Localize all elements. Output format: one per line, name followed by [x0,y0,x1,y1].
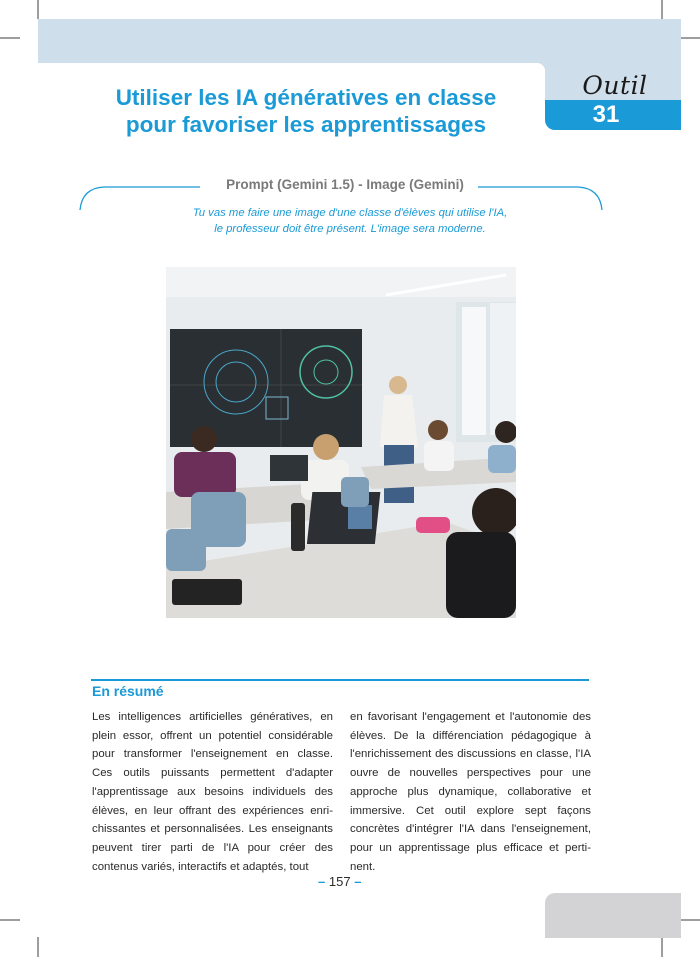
page-title-line-2: pour favoriser les apprentissages [125,112,487,137]
page-title [90,84,522,138]
page-number-dash: – [354,874,362,889]
crop-mark [681,919,700,921]
crop-mark [681,37,700,39]
prompt-heading: Prompt (Gemini 1.5) - Image (Gemini) [226,177,464,192]
page-number-value: 157 [328,874,351,889]
crop-mark [37,0,39,19]
footer-tab [545,893,681,938]
prompt-text [120,205,580,237]
summary-heading: En résumé [92,683,164,699]
classroom-image [166,267,516,618]
crop-mark [0,37,20,39]
page-number [318,874,361,889]
section-divider [91,679,589,681]
summary-column-left: Les intelligences artificielles génératives, en plein essor, offrent un potentiel considérable pour transformer l'enseignement en classe. Ces outils puissants permettent d'adapter l'apprentissage aux besoins individuels des élèves, en leur offrant des expériences enrichissantes et personnalisées. Les enseignants peuvent tirer parti de l'IA pour créer des contenus variés, interactifs et adaptés, tout [92,711,333,873]
prompt-line-2: le professeur doit être présent. L'image sera moderne. [214,223,486,235]
page-title-line-1: Utiliser les IA génératives en classe [115,85,497,110]
classroom-illustration [166,267,516,618]
prompt-line-1: Tu vas me faire une image d'une classe d'élèves qui utilise l'IA, [192,207,508,219]
page-number-dash: – [318,874,326,889]
tool-label: Outil [582,71,648,100]
crop-mark [0,919,20,921]
crop-mark [661,0,663,19]
crop-mark [661,937,663,957]
summary-column-right: en favorisant l'engagement et l'autonomie des élèves. De la différenciation pédagogique à l'enrichissement des discussions en classe, l'IA ouvre de nouvelles perspectives pour une approche plus dynamique, collaborative et immersive. Cet outil explore sept façons concrètes d'intégrer l'IA dans l'enseignement, pour un apprentissage plus efficace et pertinent. [350,711,591,873]
tool-number: 31 [592,101,620,128]
crop-mark [37,937,39,957]
